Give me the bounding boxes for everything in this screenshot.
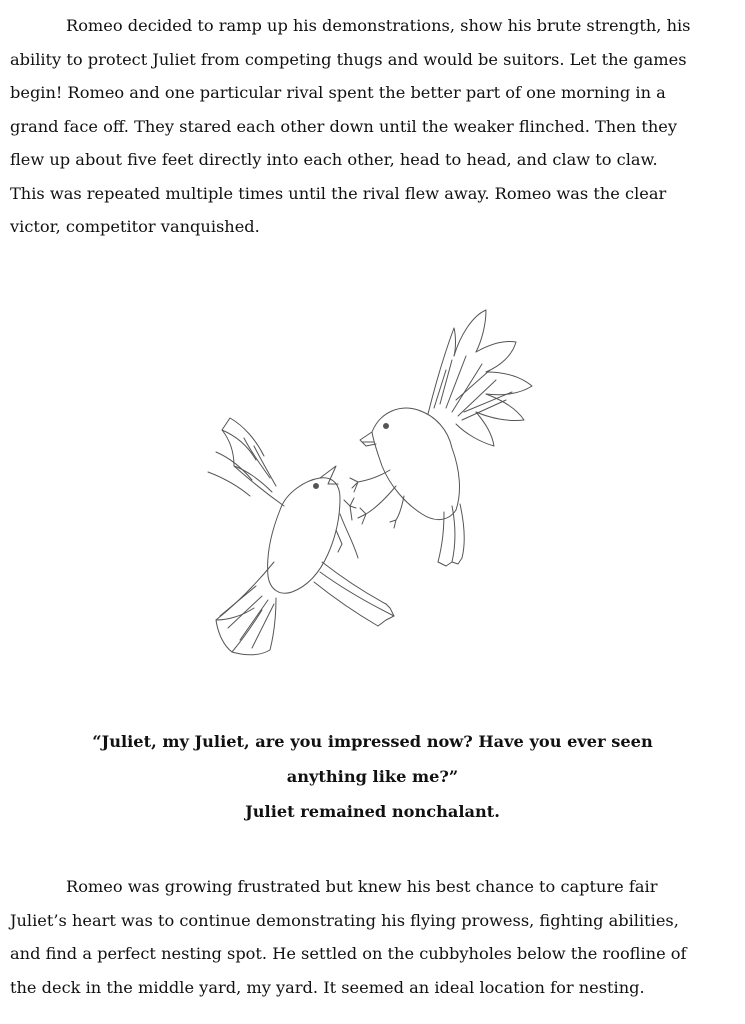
paragraph-1 xyxy=(10,9,738,244)
paragraph-1-line: flew up about five feet directly into each other, head to head, and claw to claw. xyxy=(10,150,658,169)
right-bird-icon xyxy=(350,310,532,566)
quote-line: “Juliet, my Juliet, are you impressed now? Have you ever seen xyxy=(92,732,653,751)
paragraph-1-line: victor, competitor vanquished. xyxy=(10,217,260,236)
bird-dialogue-quote xyxy=(0,724,745,829)
paragraph-1-line: grand face off. They stared each other down until the weaker flinched. Then they xyxy=(10,116,678,136)
quote-line: anything like me?” xyxy=(286,767,459,786)
paragraph-2-line: and find a perfect nesting spot. He settled on the cubbyholes below the roofline of xyxy=(10,944,687,963)
paragraph-1-line: Romeo decided to ramp up his demonstrations, show his brute strength, his xyxy=(66,16,691,35)
paragraph-1-line: This was repeated multiple times until the rival flew away. Romeo was the clear xyxy=(10,183,667,203)
paragraph-2-line: Romeo was growing frustrated but knew his best chance to capture fair xyxy=(66,877,658,896)
paragraph-1-line: begin! Romeo and one particular rival spent the better part of one morning in a xyxy=(10,83,666,102)
paragraph-2-line: the deck in the middle yard, my yard. It seemed an ideal location for nesting. xyxy=(10,977,645,997)
paragraph-2 xyxy=(10,870,738,1004)
fighting-sparrows-sketch xyxy=(190,300,570,685)
paragraph-2-line: Juliet’s heart was to continue demonstrating his flying prowess, fighting abilities, xyxy=(10,910,679,930)
paragraph-1-line: ability to protect Juliet from competing thugs and would be suitors. Let the games xyxy=(10,49,687,69)
left-bird-icon xyxy=(208,418,394,655)
quote-line: Juliet remained nonchalant. xyxy=(245,802,500,821)
